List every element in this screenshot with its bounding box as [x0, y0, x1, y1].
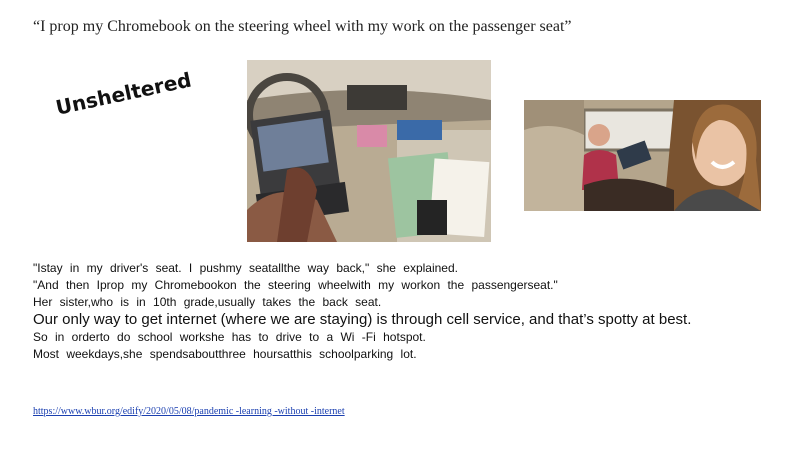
text-line-2: "And then Iprop my Chromebookon the steering wheelwith my workon the passengerseat." [33, 278, 558, 292]
selfie-photo [524, 100, 761, 211]
text-line-4: Our only way to get internet (where we are staying) is through cell service, and that’s spotty at best. [33, 311, 692, 328]
unsheltered-label: Unsheltered [53, 67, 194, 120]
article-body [33, 260, 773, 363]
text-line-5: So in orderto do school workshe has to drive to a Wi -Fi hotspot. [33, 330, 426, 344]
text-line-6: Most weekdays,she spendsaboutthree hoursatthis schoolparking lot. [33, 347, 417, 361]
text-line-3: Her sister,who is in 10th grade,usually takes the back seat. [33, 295, 382, 309]
source-link[interactable]: https://www.wbur.org/edify/2020/05/08/pandemic -learning -without -internet [33, 406, 345, 417]
text-line-1: "Istay in my driver's seat. I pushmy seatallthe way back," she explained. [33, 261, 458, 275]
quote-title: “I prop my Chromebook on the steering wheel with my work on the passenger seat” [33, 18, 572, 35]
car-interior-photo [247, 60, 491, 242]
